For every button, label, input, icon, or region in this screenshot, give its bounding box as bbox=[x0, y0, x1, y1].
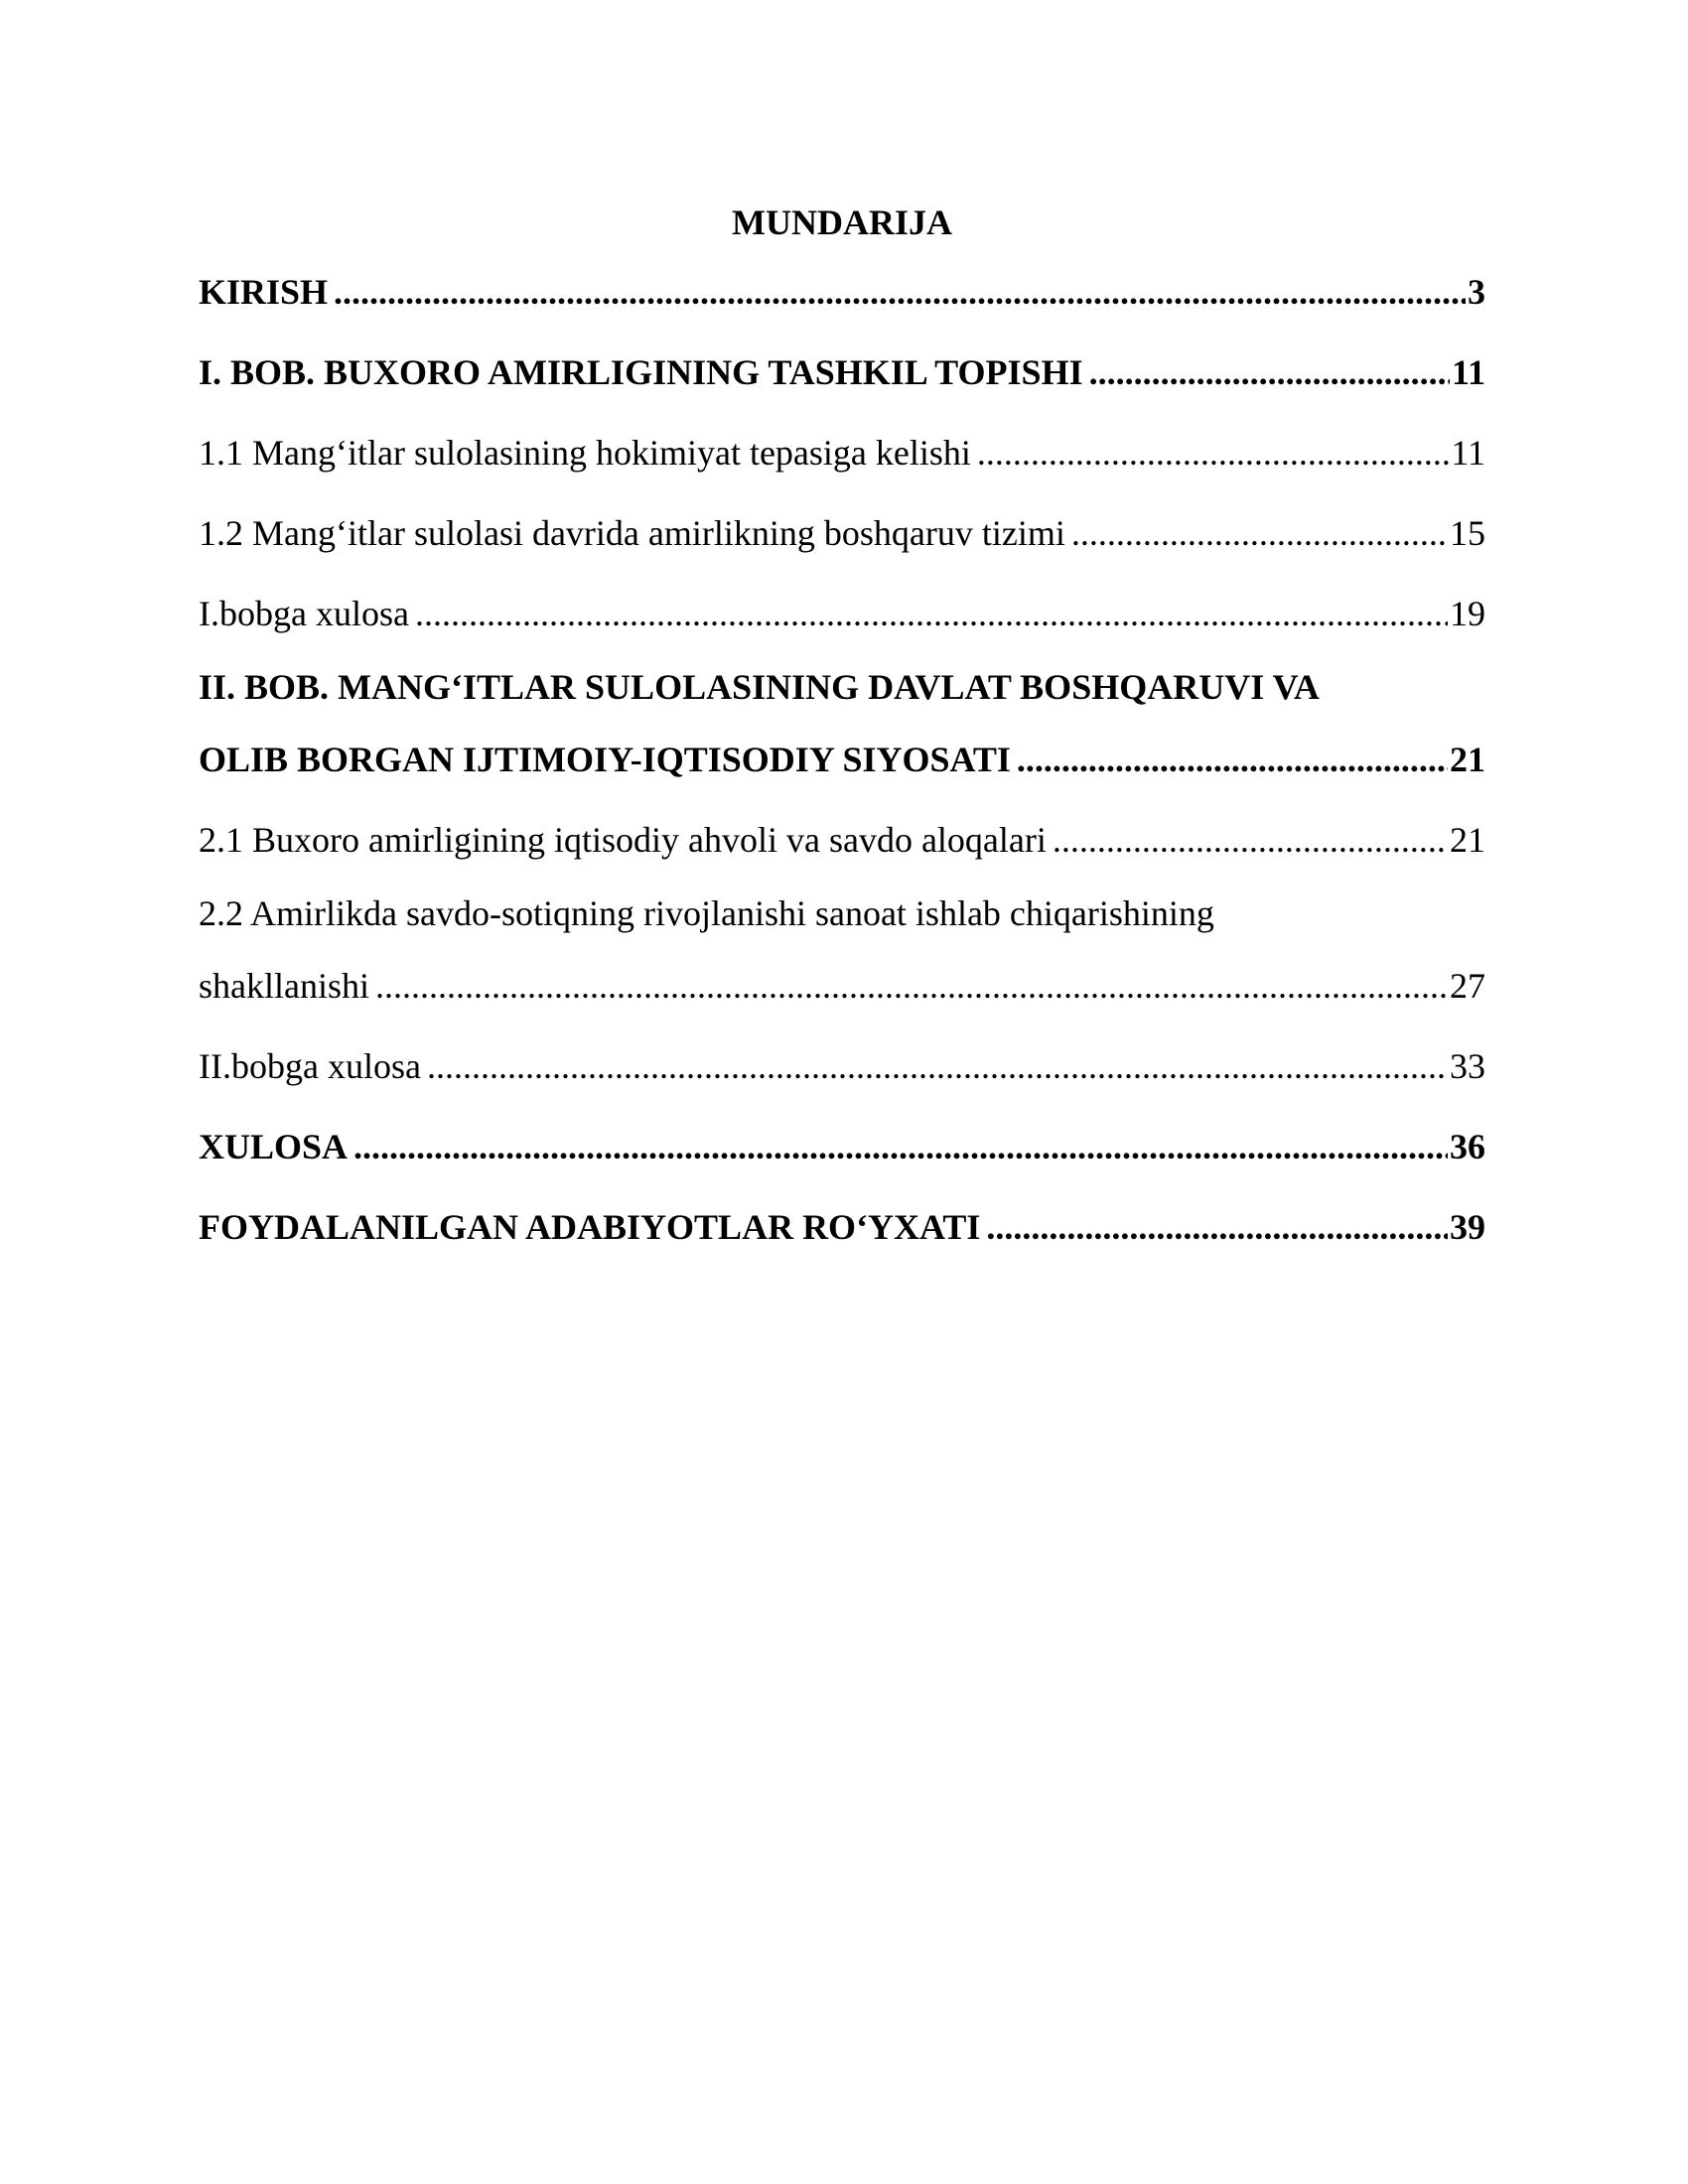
toc-entry-label: KIRISH bbox=[199, 272, 329, 312]
table-of-contents bbox=[199, 193, 1485, 1268]
toc-dot-leader bbox=[415, 574, 1448, 654]
toc-entry-label: 2.2 Amirlikda savdo-sotiqning rivojlanishi sanoat ishlab chiqarishining bbox=[199, 893, 1214, 933]
toc-entry-line bbox=[199, 946, 1485, 1026]
toc-entry-line bbox=[199, 1026, 1485, 1107]
toc-page-number: 11 bbox=[1451, 433, 1485, 473]
toc-entry-label: I. BOB. BUXORO AMIRLIGINING TASHKIL TOPISHI bbox=[199, 352, 1083, 392]
toc-dot-leader bbox=[977, 413, 1449, 493]
toc-entry[interactable] bbox=[199, 413, 1485, 493]
toc-page-number: 21 bbox=[1450, 820, 1485, 860]
toc-entry-line bbox=[199, 574, 1485, 654]
toc-entry-label: shakllanishi bbox=[199, 966, 369, 1006]
toc-page-number: 21 bbox=[1450, 740, 1485, 779]
toc-dot-leader bbox=[334, 252, 1466, 333]
toc-dot-leader bbox=[986, 1187, 1448, 1268]
toc-entry[interactable] bbox=[199, 333, 1485, 413]
toc-dot-leader bbox=[1089, 333, 1450, 413]
toc-page-number: 15 bbox=[1450, 513, 1485, 553]
toc-page-number: 39 bbox=[1450, 1207, 1485, 1247]
toc-entry[interactable] bbox=[199, 252, 1485, 333]
toc-entry-label: 1.2 Mang‘itlar sulolasi davrida amirlikning boshqaruv tizimi bbox=[199, 513, 1065, 553]
toc-entry-label: 1.1 Mang‘itlar sulolasining hokimiyat tepasiga kelishi bbox=[199, 433, 971, 473]
toc-entry-line bbox=[199, 881, 1485, 946]
toc-dot-leader bbox=[1053, 800, 1448, 881]
toc-entry[interactable] bbox=[199, 1187, 1485, 1268]
toc-entry-line bbox=[199, 720, 1485, 800]
toc-entry-line bbox=[199, 800, 1485, 881]
toc-title: MUNDARIJA bbox=[732, 203, 952, 242]
toc-entry-label: II.bobga xulosa bbox=[199, 1046, 421, 1086]
toc-entry-line bbox=[199, 654, 1485, 720]
toc-entry-line bbox=[199, 1107, 1485, 1187]
toc-page-number: 27 bbox=[1450, 966, 1485, 1006]
toc-entry-label: FOYDALANILGAN ADABIYOTLAR RO‘YXATI bbox=[199, 1207, 981, 1247]
toc-entry-line bbox=[199, 252, 1485, 333]
toc-dot-leader bbox=[353, 1107, 1448, 1187]
toc-entry[interactable] bbox=[199, 1026, 1485, 1107]
toc-page-number: 19 bbox=[1450, 594, 1485, 633]
toc-entry-label: I.bobga xulosa bbox=[199, 594, 409, 633]
toc-page-number: 11 bbox=[1451, 352, 1485, 392]
toc-entry-line bbox=[199, 333, 1485, 413]
toc-entry[interactable] bbox=[199, 574, 1485, 654]
toc-dot-leader bbox=[1017, 720, 1448, 800]
toc-entry-line bbox=[199, 413, 1485, 493]
toc-dot-leader bbox=[375, 946, 1448, 1026]
toc-entry[interactable] bbox=[199, 881, 1485, 1026]
toc-entry[interactable] bbox=[199, 1107, 1485, 1187]
toc-page-number: 33 bbox=[1450, 1046, 1485, 1086]
toc-entry-line bbox=[199, 493, 1485, 574]
toc-entry-label: II. BOB. MANG‘ITLAR SULOLASINING DAVLAT BOSHQARUVI VA bbox=[199, 667, 1320, 707]
toc-entry[interactable] bbox=[199, 800, 1485, 881]
toc-entry-label: 2.1 Buxoro amirligining iqtisodiy ahvoli va savdo aloqalari bbox=[199, 820, 1047, 860]
toc-entry[interactable] bbox=[199, 493, 1485, 574]
toc-page-number: 3 bbox=[1468, 272, 1485, 312]
toc-entry-label: OLIB BORGAN IJTIMOIY-IQTISODIY SIYOSATI bbox=[199, 740, 1011, 779]
toc-page-number: 36 bbox=[1450, 1127, 1485, 1166]
toc-entry[interactable] bbox=[199, 654, 1485, 800]
toc-dot-leader bbox=[1071, 493, 1448, 574]
toc-dot-leader bbox=[427, 1026, 1448, 1107]
toc-entry-label: XULOSA bbox=[199, 1127, 349, 1166]
toc-entry-line bbox=[199, 1187, 1485, 1268]
toc-entries bbox=[199, 252, 1485, 1268]
